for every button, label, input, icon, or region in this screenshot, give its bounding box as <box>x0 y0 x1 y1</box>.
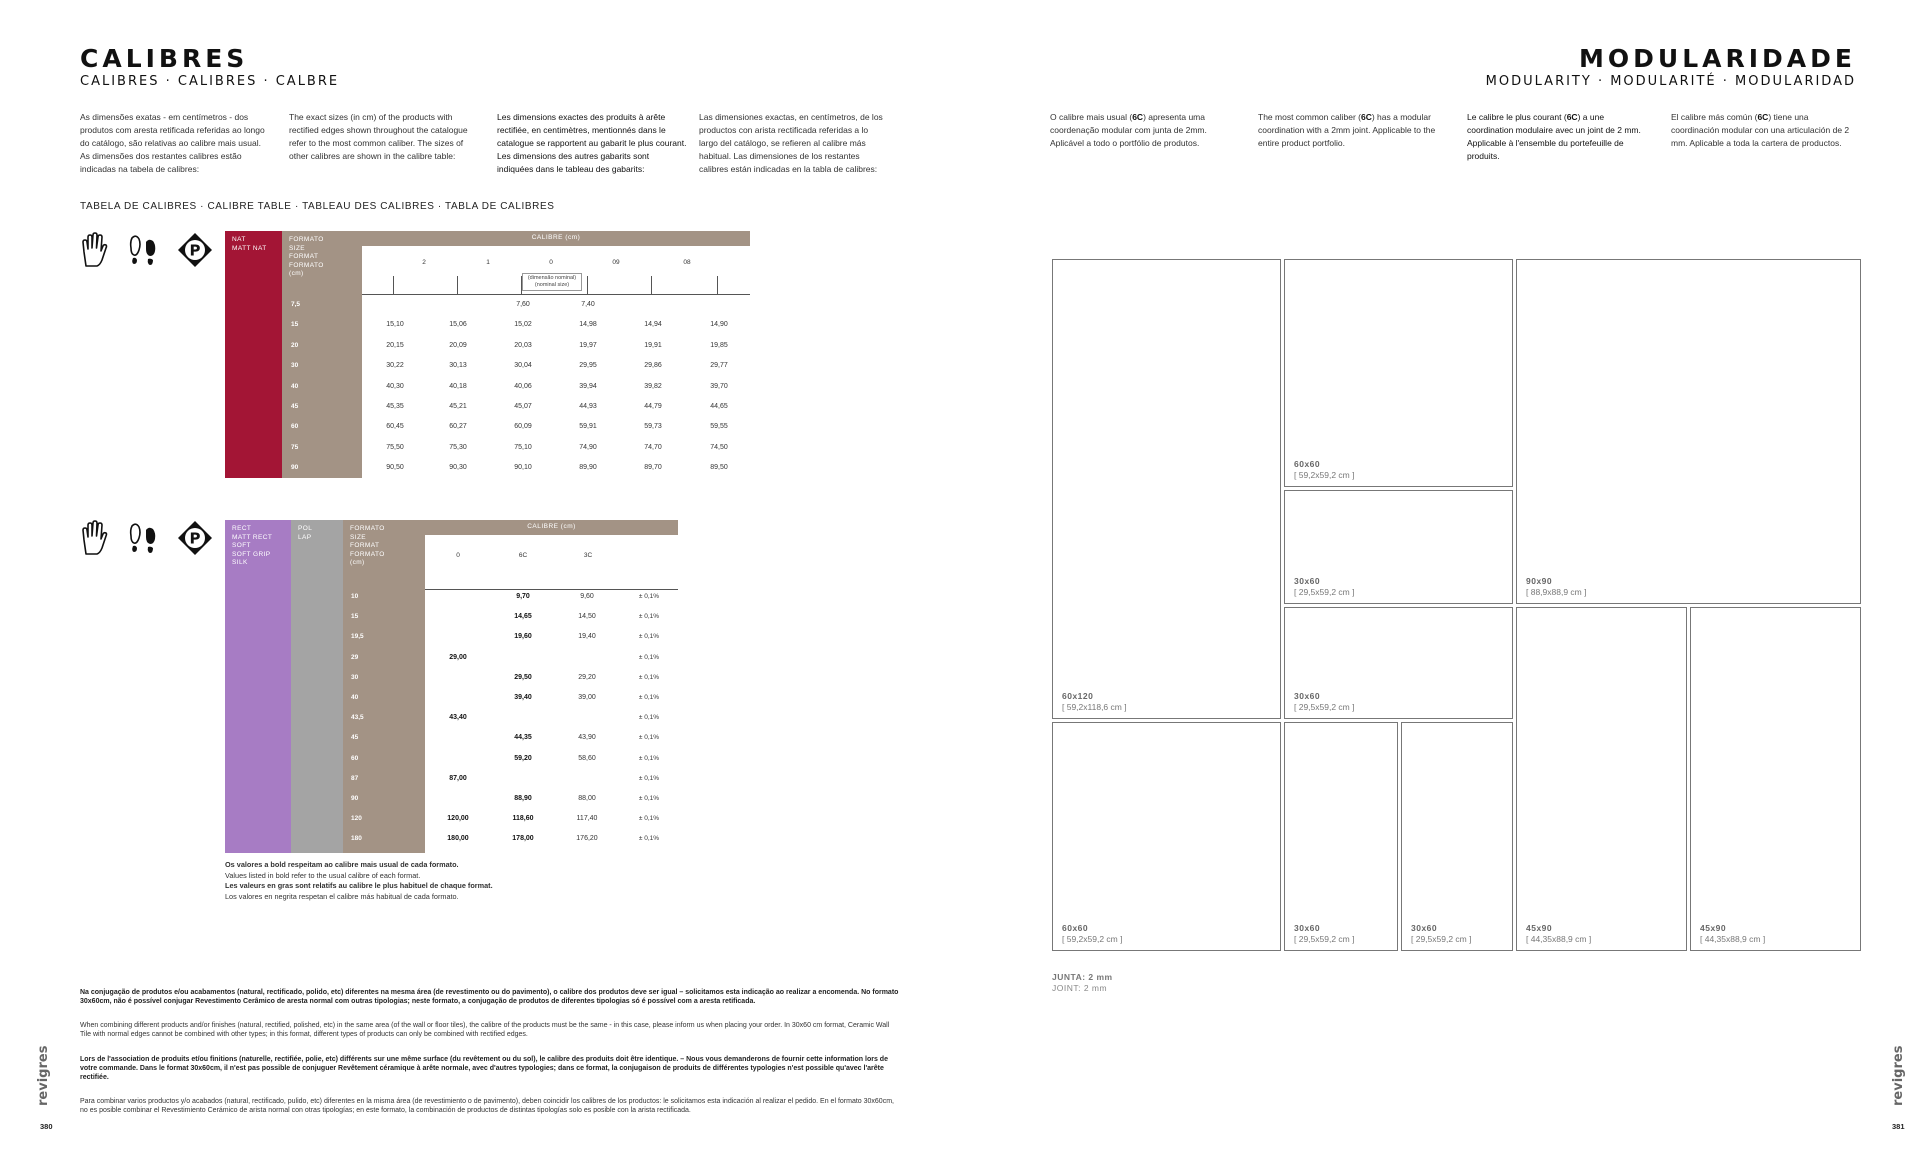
tolerance-value: ± 0,1% <box>638 694 660 701</box>
size-label: 90 <box>351 795 359 802</box>
col-6c: 6C <box>518 552 528 559</box>
calibre-value: 15,02 <box>514 321 532 329</box>
size-label: 15 <box>291 321 299 329</box>
tolerance-value: ± 0,1% <box>638 795 660 802</box>
tile-60x60: 60x60 [ 59,2x59,2 cm ] <box>1052 722 1281 951</box>
size-label: 40 <box>291 382 299 390</box>
finish-band-nat: NAT MATT NAT <box>225 231 282 478</box>
tolerance-value: ± 0,1% <box>638 774 660 782</box>
calibre-value: 40,18 <box>449 382 467 390</box>
tick <box>717 276 718 294</box>
calibre-header: CALIBRE (cm) <box>425 520 678 535</box>
calibre-value: 89,70 <box>644 464 662 472</box>
modularidade-title: MODULARIDADE <box>1579 44 1856 73</box>
calibre-value: 29,86 <box>644 362 662 370</box>
tile-30x60: 30x60 [ 29,5x59,2 cm ] <box>1284 490 1513 604</box>
tile-60x60: 60x60 [ 59,2x59,2 cm ] <box>1284 259 1513 487</box>
calibre-value: 40,06 <box>514 382 532 390</box>
tick <box>587 276 588 294</box>
size-label: 60 <box>291 423 299 431</box>
calibre-value: 19,60 <box>514 633 532 641</box>
calibre-value: 29,00 <box>449 653 467 661</box>
tile-30x60: 30x60 [ 29,5x59,2 cm ] <box>1284 722 1398 951</box>
calibre-value: 89,50 <box>710 464 728 472</box>
calibre-value: 7,40 <box>581 301 595 308</box>
calibre-table-title: TABELA DE CALIBRES · CALIBRE TABLE · TABLEAU DES CALIBRES · TABLA DE CALIBRES <box>80 201 555 212</box>
calibre-value: 19,40 <box>578 633 596 641</box>
calibre-value: 75,30 <box>449 443 467 451</box>
hand-icon <box>80 520 108 556</box>
calibre-value: 15,06 <box>449 321 467 329</box>
calibre-value: 29,20 <box>578 673 596 681</box>
tolerance-value: ± 0,1% <box>638 734 660 742</box>
calibre-value: 59,20 <box>514 754 532 762</box>
note-fr: Les valeurs en gras sont relatifs au calibre le plus habituel de chaque format. <box>225 881 493 890</box>
tolerance-value: ± 0,1% <box>638 673 660 681</box>
calibre-value: 7,60 <box>516 301 530 308</box>
size-label: 60 <box>351 754 359 762</box>
footnote-pt: Na conjugação de produtos e/ou acabamentos (natural, rectificado, polido, etc) diferentes na mesma área (de revestimento ou do pavimento), o calibre dos produtos deve ser igual – solicitamos esta indicação ao realizar a encomenda. No formato 30x60cm, não é possível conjugar Revestimento Cerâmico de aresta normal com outras tipologias; neste formato, a conjugação de produtos de diferentes tipologias só é possível com a aresta retificada. <box>80 989 899 1005</box>
tolerance-value: ± 0,1% <box>638 593 660 600</box>
calibre-value: 9,70 <box>516 593 530 600</box>
tile-60x120: 60x120 [ 59,2x118,6 cm ] <box>1052 259 1281 719</box>
calibre-value: 176,20 <box>576 835 598 843</box>
brand-logo-right: revigres <box>1891 1045 1906 1106</box>
intro-fr: Les dimensions exactes des produits à arête rectifiée, en centimètres, mentionnés dans le catalogue se rapportent au gabarit le plus courant. Les dimensions des autres gabarits sont indiquées dans le tableau des gabarits: <box>497 112 687 174</box>
size-label: 7,5 <box>291 301 301 308</box>
calibre-value: 88,00 <box>578 795 596 802</box>
size-label: 180 <box>351 835 362 843</box>
calibre-value: 90,50 <box>386 464 404 472</box>
calibre-value: 44,65 <box>710 403 728 410</box>
calibre-value: 118,60 <box>512 815 534 823</box>
brand-logo-left: revigres <box>36 1045 51 1106</box>
calibre-value: 39,40 <box>514 694 532 701</box>
size-label: 87 <box>351 774 359 782</box>
calibre-value: 89,90 <box>579 464 597 472</box>
calibre-value: 30,22 <box>386 362 404 370</box>
col-08: 08 <box>683 259 691 266</box>
calibre-value: 20,03 <box>514 341 532 349</box>
calibre-value: 59,73 <box>644 423 662 431</box>
calibre-value: 120,00 <box>447 815 469 823</box>
calibres-subtitle: CALIBRES · CALIBRES · CALBRE <box>80 74 340 89</box>
intro-pt: As dimensões exatas - em centímetros - dos produtos com aresta retificada referidas ao longo do catálogo, são relativas ao calibre mais usual. As dimensões dos restantes calibres estão indicadas na tabela de calibres: <box>80 112 265 174</box>
calibre-value: 178,00 <box>512 835 534 843</box>
size-label: 45 <box>351 734 359 742</box>
calibre-value: 45,07 <box>514 403 532 410</box>
svg-text:P: P <box>189 241 201 260</box>
joint-label-pt: JUNTA: 2 mm <box>1052 972 1113 982</box>
svg-text:P: P <box>189 529 201 548</box>
calibre-value: 60,09 <box>514 423 532 431</box>
calibre-value: 14,50 <box>578 613 596 621</box>
footprint-icon <box>126 520 162 556</box>
calibre-value: 88,90 <box>514 795 532 802</box>
tick <box>651 276 652 294</box>
col-3c: 3C <box>583 552 593 559</box>
footprint-icon <box>126 232 162 268</box>
calibre-value: 117,40 <box>576 815 598 823</box>
calibre-value: 60,27 <box>449 423 467 431</box>
intro-en: The exact sizes (in cm) of the products with rectified edges shown throughout the catalogue refer to the most common caliber. The sizes of other calibres are shown in the calibre table: <box>289 112 468 161</box>
tile-30x60: 30x60 [ 29,5x59,2 cm ] <box>1401 722 1513 951</box>
calibre-value: 74,90 <box>579 443 597 451</box>
calibre-header: CALIBRE (cm) <box>362 231 750 246</box>
calibre-value: 75,50 <box>386 443 404 451</box>
calibre-value: 40,30 <box>386 382 404 390</box>
footnote-fr: Lors de l'association de produits et/ou finitions (naturelle, rectifiée, polie, etc) différents sur une même surface (du revêtement ou du sol), le calibre des produits doit être identique. – Nous vous demanderons de fournir cette information lors de votre commande. Dans le format 30x60cm, il n'est pas possible de conjuguer Revêtement céramique à arête normale, avec d'autres typologies; dans ce format, la conjugaison de produits de différentes typologies n'est possible qu'avec l'arête rectifiée. <box>80 1056 888 1081</box>
calibre-value: 14,90 <box>710 321 728 329</box>
calibre-value: 44,93 <box>579 403 597 410</box>
modular-intro-pt: O calibre mais usual (6C) apresenta uma coordenação modular com junta de 2mm. Aplicável a todo o portfólio de produtos. <box>1050 112 1207 148</box>
tile-30x60: 30x60 [ 29,5x59,2 cm ] <box>1284 607 1513 719</box>
tolerance-value: ± 0,1% <box>638 754 660 762</box>
calibre-value: 59,91 <box>579 423 597 431</box>
finish-band-rect: RECT MATT RECT SOFT SOFT GRIP SILK <box>225 520 291 853</box>
joint-label-en: JOINT: 2 mm <box>1052 983 1108 993</box>
header-rule <box>362 294 750 295</box>
col-2: 2 <box>422 259 426 266</box>
calibre-value: 39,00 <box>578 694 596 701</box>
size-label: 45 <box>291 403 299 410</box>
nominal-size-note: (dimensão nominal) (nominal size) <box>522 273 582 291</box>
calibre-value: 60,45 <box>386 423 404 431</box>
page-number-left: 380 <box>40 1122 53 1131</box>
tolerance-value: ± 0,1% <box>638 633 660 641</box>
finish-band-pol: POL LAP <box>291 520 343 853</box>
note-en: Values listed in bold refer to the usual calibre of each format. <box>225 870 421 880</box>
size-label: 29 <box>351 653 359 661</box>
calibre-value: 39,94 <box>579 382 597 390</box>
calibre-value: 19,85 <box>710 341 728 349</box>
col-09: 09 <box>612 259 620 266</box>
tolerance-value: ± 0,1% <box>638 714 660 722</box>
calibre-value: 75,10 <box>514 443 532 451</box>
calibre-value: 39,82 <box>644 382 662 390</box>
size-label: 30 <box>291 362 299 370</box>
size-label: 75 <box>291 443 299 451</box>
size-label: 19,5 <box>351 633 364 641</box>
col-0: 0 <box>456 552 460 559</box>
calibre-value: 30,04 <box>514 362 532 370</box>
calibre-value: 90,10 <box>514 464 532 472</box>
calibre-value: 14,94 <box>644 321 662 329</box>
calibre-value: 43,40 <box>449 714 467 722</box>
calibre-value: 19,91 <box>644 341 662 349</box>
calibre-value: 74,50 <box>710 443 728 451</box>
tick <box>457 276 458 294</box>
calibre-value: 58,60 <box>578 754 596 762</box>
calibre-value: 44,35 <box>514 734 532 742</box>
modularidade-subtitle: MODULARITY · MODULARITÉ · MODULARIDAD <box>1485 74 1856 89</box>
size-label: 30 <box>351 673 359 681</box>
modular-intro-fr: Le calibre le plus courant (6C) a une coordination modulaire avec un joint de 2 mm. Applicable à l'ensemble du portefeuille de produits. <box>1467 112 1641 161</box>
header-rule <box>425 589 678 590</box>
format-band: FORMATO SIZE FORMAT FORMATO (cm) <box>282 231 362 478</box>
calibre-value: 14,65 <box>514 613 532 621</box>
footnote-en: When combining different products and/or finishes (natural, rectified, polished, etc) in the same area (of the wall or floor tiles), the calibre of the products must be the same - in this case, please inform us when placing your order. In 30x60 cm format, Ceramic Wall Tile with normal edges cannot be combined with other types; in this format, different types of products can only be combined with rectified edges. <box>80 1022 890 1038</box>
bold-values-note <box>225 860 493 902</box>
tolerance-value: ± 0,1% <box>638 653 660 661</box>
calibre-value: 20,09 <box>449 341 467 349</box>
calibre-value: 29,50 <box>514 673 532 681</box>
note-es: Los valores en negrita respetan el calibre más habitual de cada formato. <box>225 891 459 901</box>
tolerance-value: ± 0,1% <box>638 613 660 621</box>
size-label: 10 <box>351 593 359 600</box>
size-label: 120 <box>351 815 362 823</box>
calibre-value: 9,60 <box>580 593 594 600</box>
calibre-value: 29,95 <box>579 362 597 370</box>
calibre-value: 87,00 <box>449 774 467 782</box>
tick <box>393 276 394 294</box>
parking-icon <box>177 232 213 268</box>
modular-intro-en: The most common caliber (6C) has a modular coordination with a 2mm joint. Applicable to the entire product portfolio. <box>1258 112 1436 148</box>
col-0: 0 <box>549 259 553 266</box>
calibre-value: 45,35 <box>386 403 404 410</box>
page-number-right: 381 <box>1892 1122 1905 1131</box>
calibre-value: 180,00 <box>447 835 469 843</box>
calibre-value: 43,90 <box>578 734 596 742</box>
calibre-value: 20,15 <box>386 341 404 349</box>
tick <box>521 276 522 294</box>
calibre-value: 15,10 <box>386 321 404 329</box>
calibre-value: 39,70 <box>710 382 728 390</box>
calibre-value: 59,55 <box>710 423 728 431</box>
note-pt: Os valores a bold respeitam ao calibre mais usual de cada formato. <box>225 860 459 869</box>
tile-45x90: 45x90 [ 44,35x88,9 cm ] <box>1516 607 1687 951</box>
size-label: 90 <box>291 464 299 472</box>
tile-45x90: 45x90 [ 44,35x88,9 cm ] <box>1690 607 1861 951</box>
size-label: 40 <box>351 694 359 701</box>
calibre-value: 74,70 <box>644 443 662 451</box>
col-1: 1 <box>486 259 490 266</box>
size-label: 43,5 <box>351 714 364 722</box>
tile-90x90: 90x90 [ 88,9x88,9 cm ] <box>1516 259 1861 604</box>
calibre-value: 30,13 <box>449 362 467 370</box>
calibre-value: 44,79 <box>644 403 662 410</box>
size-label: 20 <box>291 341 299 349</box>
tolerance-value: ± 0,1% <box>638 835 660 843</box>
calibre-value: 45,21 <box>449 403 467 410</box>
calibre-value: 29,77 <box>710 362 728 370</box>
modular-intro-es: El calibre más común (6C) tiene una coordinación modular con una articulación de 2 mm. Aplicable a toda la cartera de productos. <box>1671 112 1850 148</box>
tolerance-value: ± 0,1% <box>638 815 660 823</box>
intro-es: Las dimensiones exactas, en centímetros, de los productos con arista rectificada referidas a lo largo del catálogo, se refieren al calibre más habitual. Las dimensiones de los restantes calibres están indicadas en la tabla de calibres: <box>699 112 883 174</box>
calibre-value: 90,30 <box>449 464 467 472</box>
calibres-title: CALIBRES <box>80 44 249 73</box>
size-label: 15 <box>351 613 359 621</box>
parking-icon <box>177 520 213 556</box>
calibre-value: 14,98 <box>579 321 597 329</box>
format-band: FORMATO SIZE FORMAT FORMATO (cm) <box>343 520 425 853</box>
footnote-es: Para combinar varios productos y/o acabados (natural, rectificado, pulido, etc) diferentes en la misma área (de revestimiento o de pavimento), deben coincidir los calibres de los productos: le solicitamos esta indicación al realizar el pedido. En el formato 30x60cm, no es posible combinar el Revestimiento Cerámico de arista normal con otras tipologías; en este formato, la combinación de productos de distintas tipologías solo es posible con la arista rectificada. <box>80 1098 894 1114</box>
calibre-value: 19,97 <box>579 341 597 349</box>
hand-icon <box>80 232 108 268</box>
